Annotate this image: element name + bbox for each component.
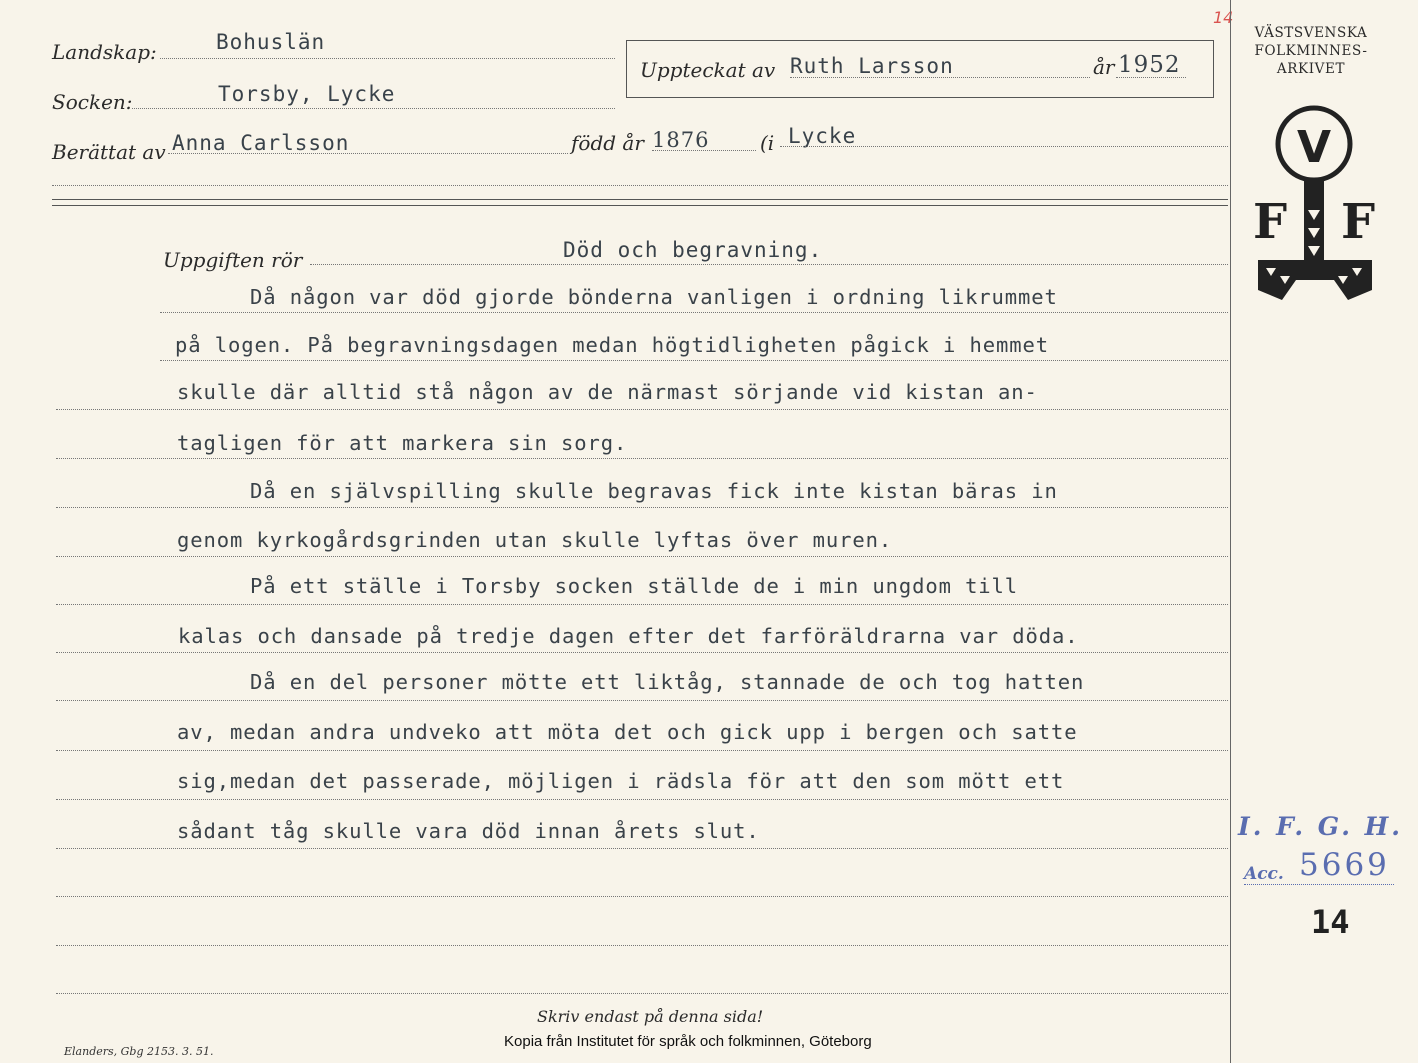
archive-title-line-2: FOLKMINNES- [1254, 43, 1368, 59]
header-blank-line [52, 185, 1228, 186]
body-rule [56, 700, 1228, 701]
body-line: skulle där alltid stå någon av de närmast sörjande vid kistan an- [177, 380, 1038, 404]
i-dotted-line [780, 146, 1228, 147]
copy-notice: Kopia från Institutet för språk och folkminnen, Göteborg [504, 1033, 872, 1050]
archive-title-line-3: ARKIVET [1276, 61, 1346, 77]
header-rule-1 [52, 199, 1228, 200]
ar-label: år [1093, 55, 1115, 79]
ar-dotted-line [1116, 77, 1186, 78]
subject-value: Död och begravning. [563, 238, 823, 262]
acc-label: Acc. [1244, 864, 1284, 884]
header-rule-2 [52, 205, 1228, 206]
landskap-dotted-line [160, 58, 615, 59]
i-label: (i [760, 131, 775, 155]
body-rule [56, 799, 1228, 800]
body-line: på logen. På begravningsdagen medan högtidligheten pågick i hemmet [175, 333, 1049, 357]
body-line: sådant tåg skulle vara död innan årets slut. [177, 819, 760, 843]
body-line: kalas och dansade på tredje dagen efter det farföräldrarna var döda. [178, 624, 1079, 648]
body-rule [56, 507, 1228, 508]
body-rule [160, 312, 1228, 313]
berattat-label: Berättat av [52, 140, 166, 164]
body-rule [56, 750, 1228, 751]
body-rule [56, 556, 1228, 557]
uppt-dotted-line [790, 77, 1090, 78]
logo-letter-right: F [1340, 194, 1376, 250]
archive-title [1248, 24, 1374, 78]
fodd-label: född år [571, 131, 644, 155]
printer-mark: Elanders, Gbg 2153. 3. 51. [64, 1045, 214, 1058]
ifgh-stamp: I. F. G. H. [1238, 812, 1403, 841]
body-line: Då någon var död gjorde bönderna vanligen i ordning likrummet [250, 285, 1058, 309]
body-line: genom kyrkogårdsgrinden utan skulle lyftas över muren. [177, 528, 893, 552]
socken-value: Torsby, Lycke [218, 82, 396, 106]
body-line: av, medan andra undveko att möta det och gick upp i bergen och satte [177, 720, 1078, 744]
body-rule [160, 360, 1228, 361]
uppt-value: Ruth Larsson [790, 54, 954, 78]
corner-mark: 14 [1213, 8, 1234, 27]
subject-label: Uppgiften rör [163, 248, 303, 272]
logo-hammer-head [1258, 260, 1372, 300]
fodd-value: 1876 [652, 128, 710, 152]
ar-value: 1952 [1118, 52, 1181, 78]
logo-letter-top: V [1296, 122, 1332, 173]
body-rule [56, 848, 1228, 849]
footer-note: Skriv endast på denna sida! [537, 1007, 764, 1026]
body-line: tagligen för att markera sin sorg. [177, 431, 628, 455]
body-line: sig,medan det passerade, möjligen i rädsla för att den som mött ett [177, 769, 1065, 793]
uppt-label: Uppteckat av [640, 58, 776, 82]
archive-logo-icon [1250, 100, 1380, 310]
subject-dotted-line [310, 264, 1228, 265]
acc-number: 5669 [1299, 847, 1390, 883]
berattat-value: Anna Carlsson [172, 131, 350, 155]
body-line: Då en självspilling skulle begravas fick inte kistan bäras in [250, 479, 1058, 503]
logo-letter-left: F [1252, 194, 1288, 250]
body-line: Då en del personer mötte ett liktåg, stannade de och tog hatten [250, 670, 1085, 694]
body-rule-empty [56, 993, 1228, 994]
berattat-dotted-line [168, 153, 568, 154]
landskap-value: Bohuslän [216, 30, 326, 54]
socken-dotted-line [132, 108, 615, 109]
body-line: På ett ställe i Torsby socken ställde de i min ungdom till [250, 574, 1019, 598]
margin-rule [1230, 0, 1231, 1063]
body-rule-empty [56, 896, 1228, 897]
socken-label: Socken: [52, 90, 133, 114]
body-rule-empty [56, 945, 1228, 946]
body-rule [56, 458, 1228, 459]
landskap-label: Landskap: [52, 40, 157, 64]
page-number: 14 [1311, 903, 1350, 941]
archive-title-line-1: VÄSTSVENSKA [1254, 25, 1368, 41]
body-rule [56, 604, 1228, 605]
acc-dotted-line [1244, 884, 1394, 885]
body-rule [56, 409, 1228, 410]
fodd-dotted-line [652, 150, 756, 151]
body-rule [56, 652, 1228, 653]
i-value: Lycke [788, 124, 857, 148]
